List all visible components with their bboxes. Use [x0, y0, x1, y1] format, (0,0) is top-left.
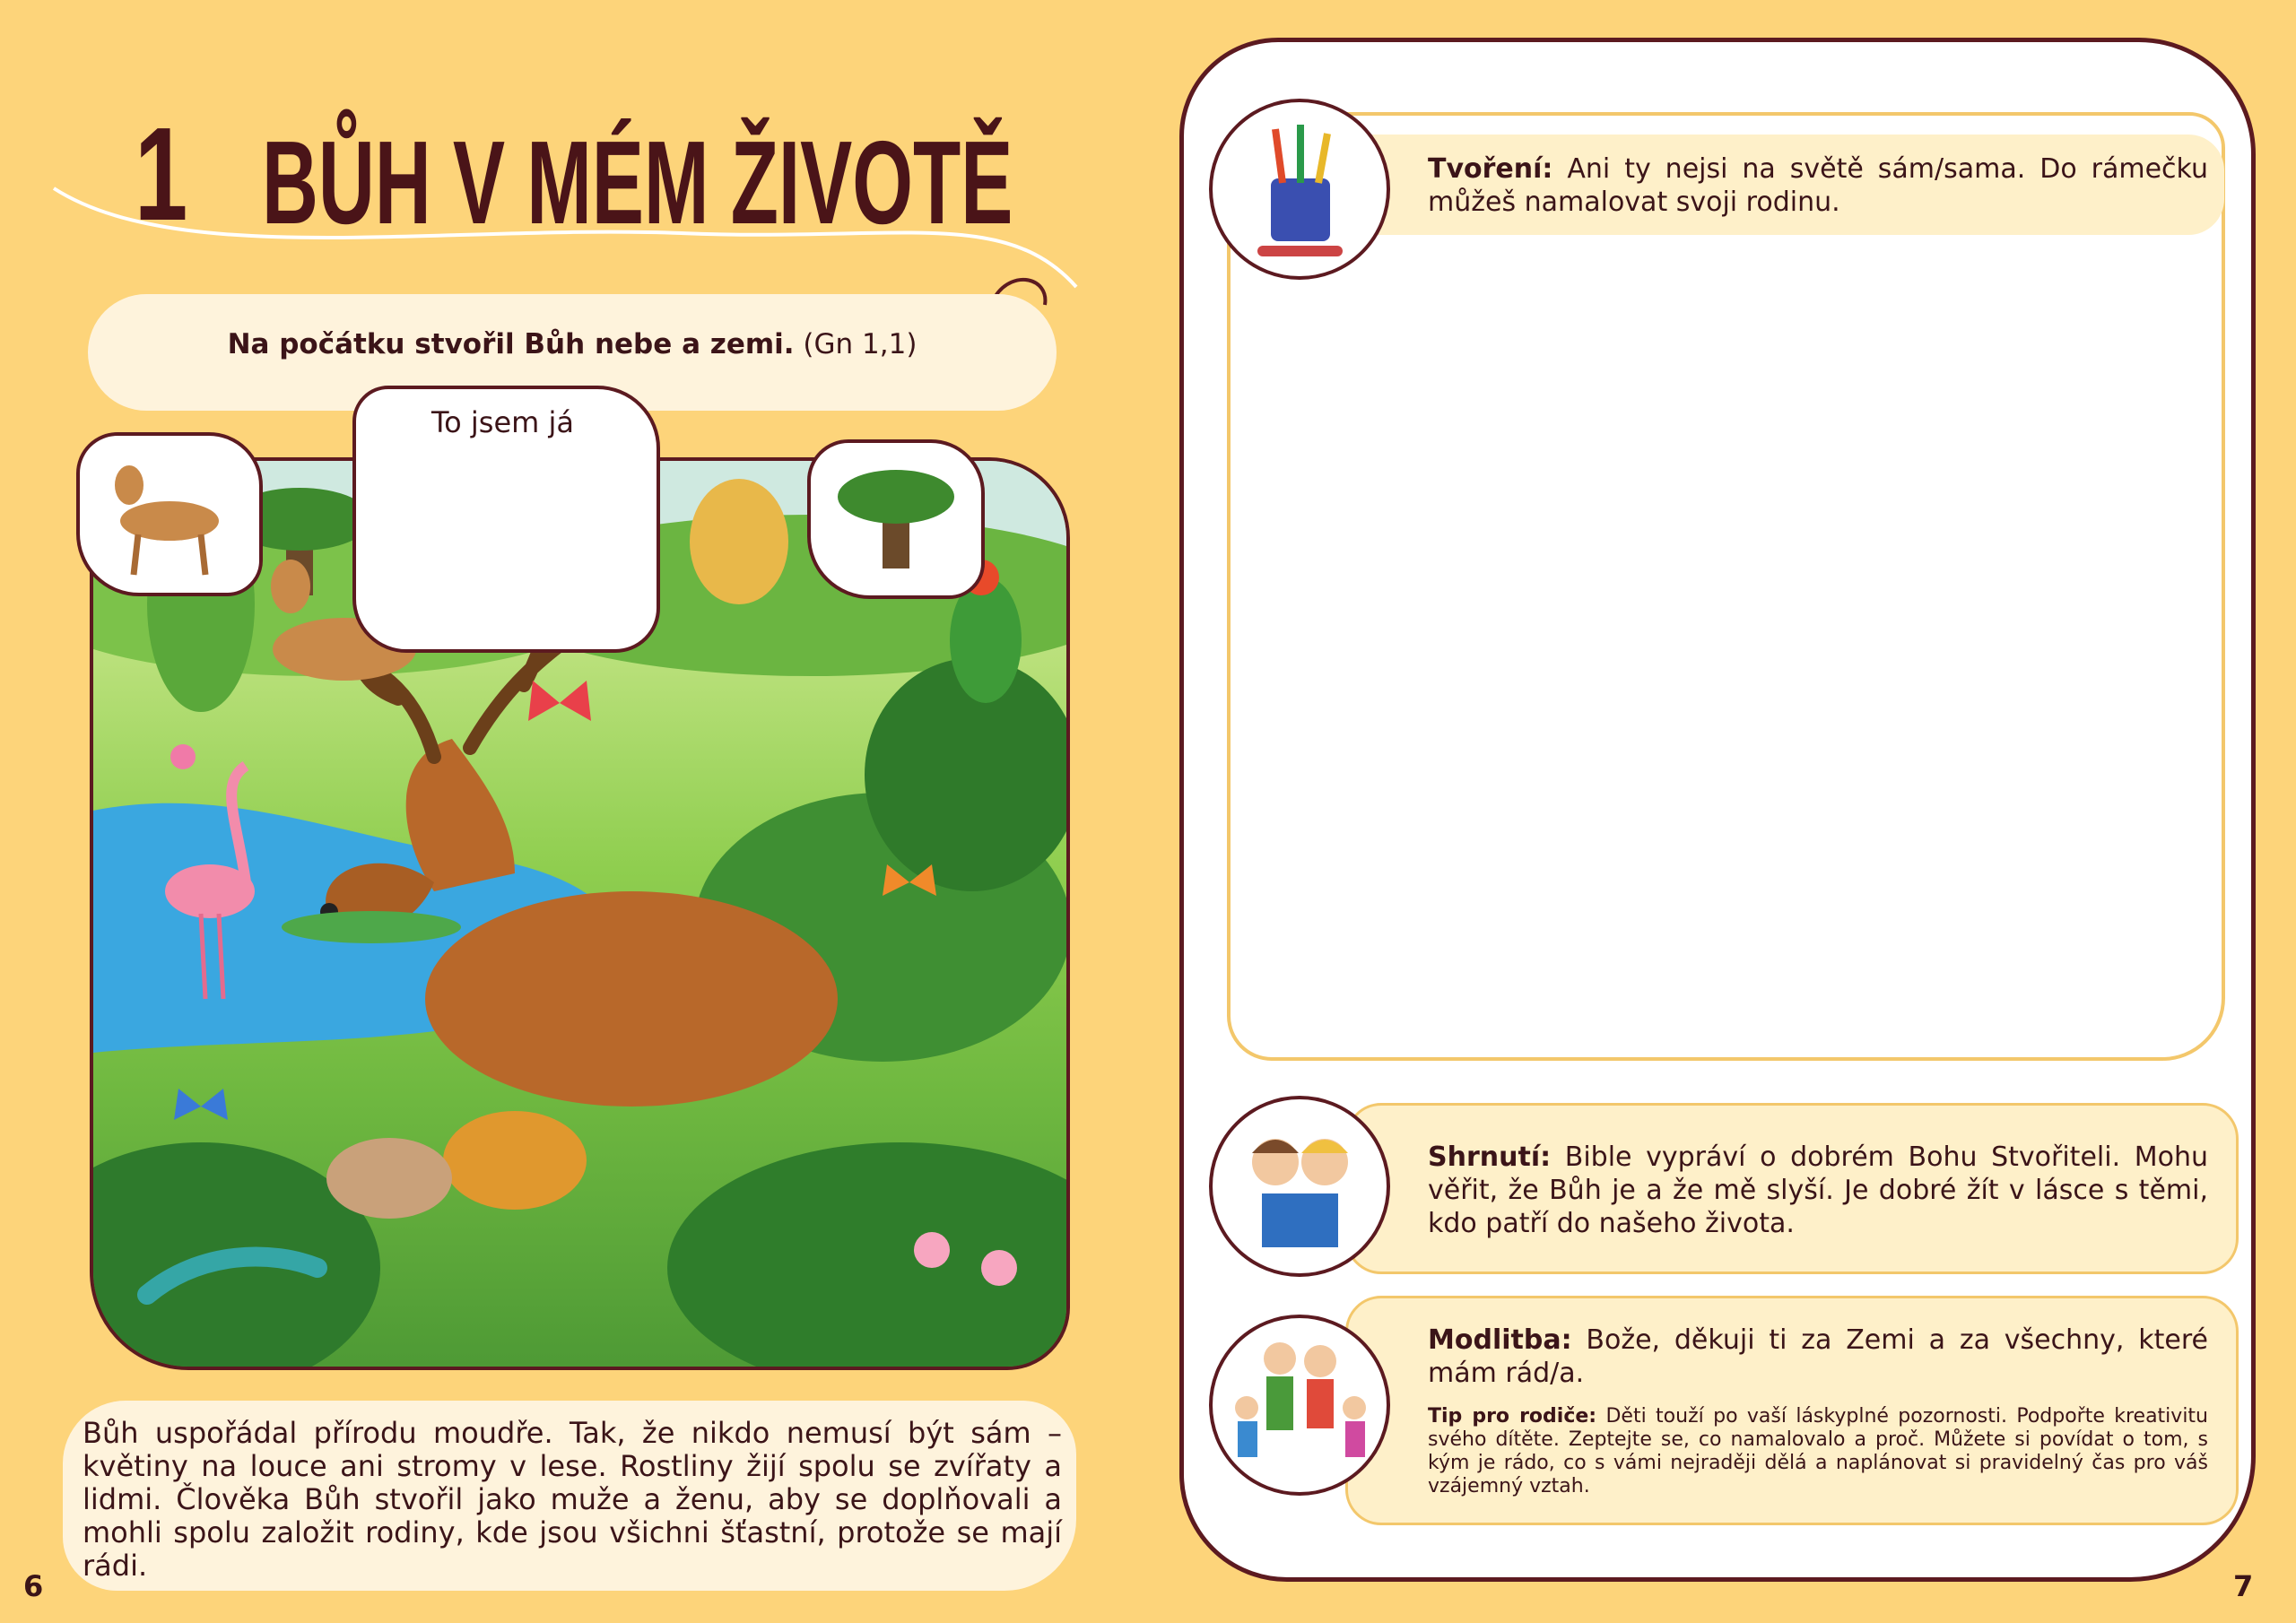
parent-tip [1428, 1405, 2208, 1498]
creation-icon-circle [1209, 99, 1390, 280]
thumbnail-deer [76, 432, 263, 596]
prayer-heading: Modlitba: [1428, 1324, 1572, 1356]
chapter-number: 1 [135, 100, 187, 248]
prayer-text [1428, 1324, 2208, 1390]
summary-icon-circle [1209, 1096, 1390, 1277]
children-reading-icon [1213, 1099, 1387, 1273]
bible-verse [88, 328, 1057, 360]
deer-icon [80, 436, 259, 593]
prayer-body: Bože, děkuji ti za Zemi a za všechny, které mám rád/a. [1428, 1324, 2208, 1389]
chapter-title: BŮH V MÉM ŽIVOTĚ [262, 117, 1013, 248]
tree-icon [811, 443, 981, 595]
verse-reference: (Gn 1,1) [803, 328, 918, 360]
self-portrait-label: To jsem já [431, 405, 574, 439]
thumbnail-tree [807, 439, 985, 599]
creation-body: Ani ty nejsi na světě sám/sama. Do rámečku můžeš namalovat svoji rodinu. [1428, 153, 2208, 218]
verse-text: Na počátku stvořil Bůh nebe a zemi. [227, 328, 795, 360]
art-supplies-icon [1213, 102, 1387, 276]
tip-heading: Tip pro rodiče: [1428, 1405, 1597, 1428]
summary-body: Bible vypráví o dobrém Bohu Stvořiteli. Mohu věřit, že Bůh je a že mě slyší. Je dobré žít v lásce s těmi, kdo patří do našeho života. [1428, 1141, 2208, 1239]
body-text: Bůh uspořádal přírodu moudře. Tak, že nikdo nemusí být sám – květiny na louce ani stromy v lese. Rostliny žijí spolu se zvířaty a lidmi. Člověka Bůh stvořil jako muže a ženu, aby se doplňovali a mohli spolu založit rodiny, kde jsou všichni šťastní, protože se mají rádi. [83, 1416, 1062, 1583]
page-number-left: 6 [23, 1569, 44, 1603]
page-number-right: 7 [2233, 1569, 2254, 1603]
tip-body: Děti touží po vaší láskyplné pozornosti. Podpořte kreativitu svého dítěte. Zeptejte se, co namalovalo a proč. Můžete si povídat o tom, s kým je rádo, co s vámi nejraději dělá a naplánovat si pravidelný čas pro váš vzájemný vztah. [1428, 1405, 2208, 1497]
family-icon [1213, 1318, 1387, 1492]
summary-text [1428, 1141, 2208, 1240]
creation-heading: Tvoření: [1428, 153, 1553, 185]
summary-heading: Shrnutí: [1428, 1141, 1552, 1173]
creation-text [1428, 152, 2208, 219]
prayer-icon-circle [1209, 1315, 1390, 1496]
